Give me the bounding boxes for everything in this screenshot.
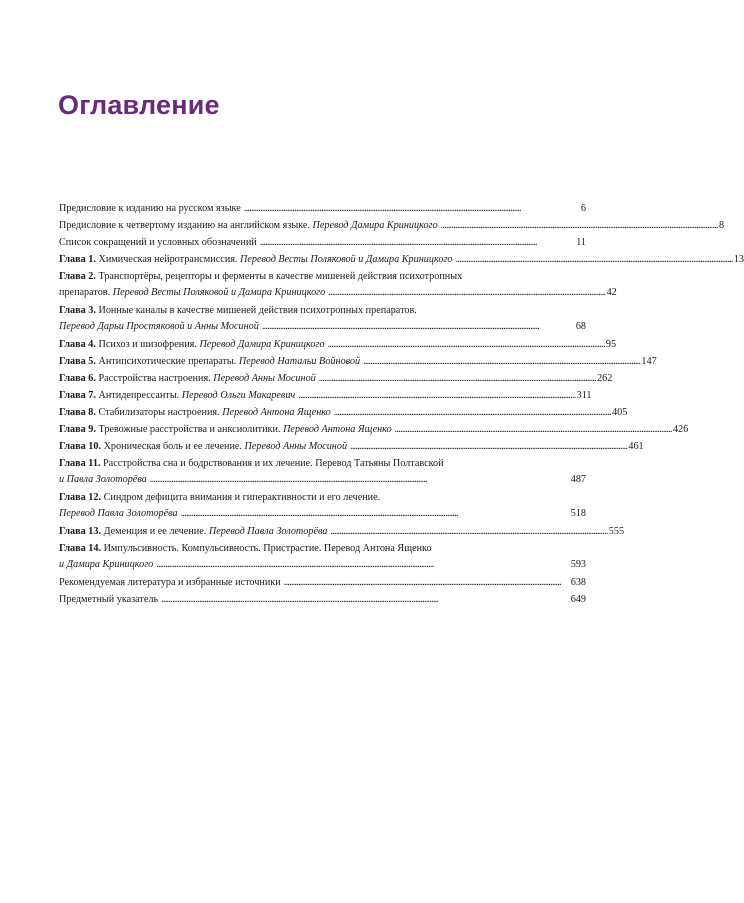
chapter-label: Глава 8.	[59, 407, 96, 418]
entry-title: Хроническая боль и ее лечение.	[103, 441, 242, 452]
chapter-label: Глава 1.	[59, 254, 96, 265]
toc-entry-row	[59, 371, 613, 387]
translator-credit: и Павла Золоторёва	[59, 474, 147, 485]
page-number: 518	[570, 508, 586, 519]
translator-credit: Перевод Павла Золоторёва	[59, 508, 178, 519]
toc-entry-row	[59, 252, 744, 268]
toc-entry-row	[59, 319, 586, 335]
toc-entry[interactable]	[59, 235, 586, 251]
toc-entry-text	[59, 422, 392, 438]
chapter-label: Глава 6.	[59, 373, 96, 384]
entry-title: Деменция и ее лечение.	[103, 526, 207, 537]
toc-entry-row	[59, 201, 586, 217]
translator-credit: Перевод Павла Золоторёва	[208, 526, 328, 537]
entry-title: Психоз и шизофрения.	[98, 339, 197, 350]
toc-entry-text	[59, 371, 316, 387]
entry-title-line: Ионные каналы в качестве мишеней действия психотропных препаратов.	[98, 305, 417, 316]
toc-entry-row	[59, 337, 617, 353]
page-number: 649	[570, 594, 586, 605]
entry-title: Список сокращений и условных обозначений	[59, 237, 257, 248]
toc-entry-text	[59, 388, 295, 404]
translator-credit: Перевод Весты Поляковой и Дамира Криницкого	[112, 287, 326, 298]
toc-entry-row	[59, 354, 657, 370]
toc-entry-first-line	[59, 303, 586, 319]
page-number: 68	[575, 321, 586, 332]
page-number: 555	[608, 526, 625, 537]
toc-entry[interactable]	[59, 252, 744, 268]
toc-entry-row	[59, 472, 586, 488]
dot-leader	[334, 405, 610, 421]
dot-leader	[330, 524, 606, 540]
page-number: 405	[612, 407, 628, 418]
chapter-label: Глава 9.	[59, 424, 96, 435]
toc-entry-first-line	[59, 541, 586, 557]
translator-credit: Перевод Анны Мосиной	[213, 373, 316, 384]
toc-entry-text	[59, 354, 360, 370]
toc-entry-row	[59, 218, 725, 234]
dot-leader	[298, 388, 574, 404]
page-number: 8	[718, 220, 725, 231]
toc-entry-first-line	[59, 456, 586, 472]
chapter-label: Глава 13.	[59, 526, 102, 537]
toc-entry-row	[59, 405, 628, 421]
toc-entry[interactable]	[59, 269, 617, 301]
toc-entry[interactable]	[59, 422, 689, 438]
chapter-label: Глава 4.	[59, 339, 96, 350]
toc-entry-first-line	[59, 490, 586, 506]
toc-entry-text	[59, 285, 325, 301]
translator-credit: Перевод Антона Ященко	[222, 407, 331, 418]
entry-title: препаратов.	[59, 287, 111, 298]
dot-leader	[284, 575, 569, 591]
page-number: 13	[733, 254, 744, 265]
entry-title-line: Синдром дефицита внимания и гиперактивности и его лечение.	[103, 492, 381, 503]
dot-leader	[319, 371, 595, 387]
toc-entry-text	[59, 319, 259, 335]
entry-title-line: Расстройства сна и бодрствования и их лечение. Перевод Татьяны Полтавской	[103, 458, 444, 469]
dot-leader	[260, 235, 574, 251]
chapter-label: Глава 2.	[59, 271, 96, 282]
toc-entry-text	[59, 472, 147, 488]
toc-entry[interactable]	[59, 405, 628, 421]
toc-entry-text	[59, 235, 257, 251]
dot-leader	[363, 354, 639, 370]
page-number: 311	[576, 390, 592, 401]
toc-entry-row	[59, 439, 644, 455]
toc-entry-row	[59, 575, 586, 591]
page-number: 95	[605, 339, 617, 350]
translator-credit: Перевод Антона Ященко	[283, 424, 392, 435]
table-of-contents	[59, 201, 744, 609]
entry-title: Предисловие к четвертому изданию на английском языке.	[59, 220, 310, 231]
chapter-label: Глава 11.	[59, 458, 101, 469]
toc-entry-row	[59, 506, 586, 522]
chapter-label: Глава 7.	[59, 390, 96, 401]
toc-entry[interactable]	[59, 388, 592, 404]
toc-entry-text	[59, 557, 153, 573]
toc-entry[interactable]	[59, 371, 613, 387]
chapter-label: Глава 5.	[59, 356, 96, 367]
toc-entry[interactable]	[59, 439, 644, 455]
toc-entry-text	[59, 506, 178, 522]
toc-entry[interactable]	[59, 456, 586, 488]
translator-credit: Перевод Ольги Макаревич	[181, 390, 296, 401]
toc-entry-text	[59, 201, 241, 217]
dot-leader	[156, 557, 568, 573]
toc-entry[interactable]	[59, 592, 586, 608]
chapter-label: Глава 12.	[59, 492, 102, 503]
toc-entry[interactable]	[59, 201, 586, 217]
page-number: 487	[570, 474, 586, 485]
dot-leader	[328, 337, 604, 353]
page-number: 262	[597, 373, 613, 384]
toc-entry[interactable]	[59, 354, 657, 370]
dot-leader	[150, 472, 569, 488]
entry-title: Антипсихотические препараты.	[98, 356, 237, 367]
chapter-label: Глава 10.	[59, 441, 102, 452]
page-number: 426	[672, 424, 689, 435]
toc-entry[interactable]	[59, 524, 625, 540]
page-number: 42	[606, 287, 617, 298]
dot-leader	[181, 506, 569, 522]
toc-entry-row	[59, 524, 625, 540]
dot-leader	[456, 252, 732, 268]
toc-entry[interactable]	[59, 575, 586, 591]
translator-credit: и Дамира Криницкого	[59, 559, 154, 570]
toc-entry-text	[59, 252, 453, 268]
dot-leader	[395, 422, 671, 438]
toc-entry-text	[59, 575, 281, 591]
toc-entry[interactable]	[59, 303, 586, 335]
translator-credit: Перевод Дамира Криницкого	[199, 339, 325, 350]
translator-credit: Перевод Дамира Криницкого	[312, 220, 438, 231]
toc-entry-row	[59, 422, 689, 438]
toc-entry-row	[59, 388, 592, 404]
dot-leader	[328, 285, 604, 301]
entry-title: Предисловие к изданию на русском языке	[59, 203, 241, 214]
toc-entry-text	[59, 337, 325, 353]
page-title: Оглавление	[58, 90, 220, 120]
toc-entry-text	[59, 592, 158, 608]
page-number: 147	[641, 356, 657, 367]
entry-title: Предметный указатель	[59, 594, 159, 605]
toc-entry-text	[59, 524, 327, 540]
chapter-label: Глава 3.	[59, 305, 96, 316]
toc-entry[interactable]	[59, 337, 617, 353]
dot-leader	[244, 201, 579, 217]
page-number: 638	[570, 577, 586, 588]
toc-entry-text	[59, 218, 438, 234]
translator-credit: Перевод Весты Поляковой и Дамира Криницкого	[239, 254, 453, 265]
dot-leader	[262, 319, 574, 335]
entry-title-line: Импульсивность. Компульсивность. Пристрастие. Перевод Антона Ященко	[103, 543, 432, 554]
page-number: 461	[628, 441, 644, 452]
translator-credit: Перевод Анны Мосиной	[244, 441, 348, 452]
translator-credit: Перевод Дарьи Простяковой и Анны Мосиной	[59, 321, 259, 332]
page-number: 593	[570, 559, 586, 570]
toc-entry-row	[59, 285, 617, 301]
entry-title: Расстройства настроения.	[98, 373, 211, 384]
page-number: 6	[580, 203, 586, 214]
dot-leader	[161, 592, 569, 608]
toc-entry-row	[59, 592, 586, 608]
toc-entry-text	[59, 439, 347, 455]
toc-entry-row	[59, 235, 586, 251]
entry-title: Рекомендуемая литература и избранные источники	[59, 577, 281, 588]
toc-entry[interactable]	[59, 490, 586, 522]
entry-title: Химическая нейротрансмиссия.	[98, 254, 238, 265]
toc-entry[interactable]	[59, 541, 586, 573]
toc-entry[interactable]	[59, 218, 725, 234]
chapter-label: Глава 14.	[59, 543, 102, 554]
entry-title: Тревожные расстройства и анксиолитики.	[98, 424, 281, 435]
toc-entry-first-line	[59, 269, 586, 285]
toc-entry-row	[59, 557, 586, 573]
entry-title: Антидепрессанты.	[98, 390, 180, 401]
page-number: 11	[576, 237, 586, 248]
entry-title-line: Транспортёры, рецепторы и ферменты в качестве мишеней действия психотропных	[98, 271, 463, 282]
entry-title: Стабилизаторы настроения.	[98, 407, 220, 418]
dot-leader	[441, 218, 717, 234]
toc-entry-text	[59, 405, 331, 421]
dot-leader	[350, 439, 626, 455]
translator-credit: Перевод Натальи Войновой	[238, 356, 361, 367]
